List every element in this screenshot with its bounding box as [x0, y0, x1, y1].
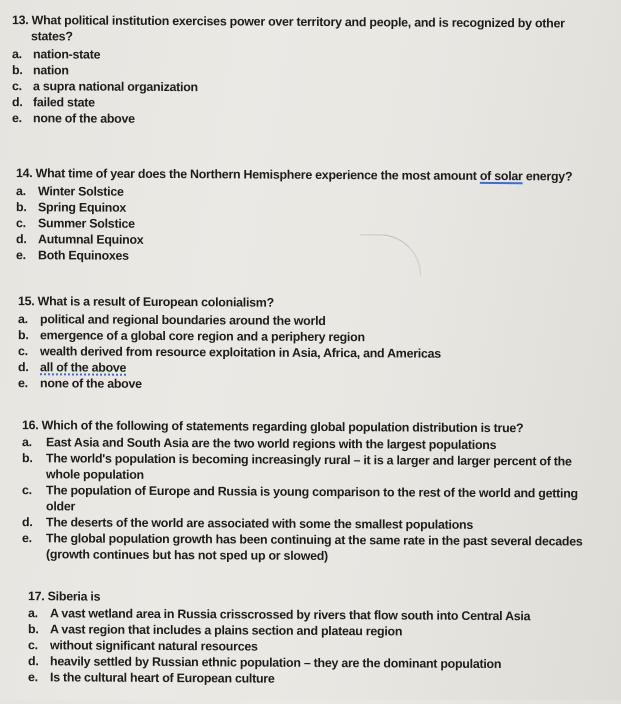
question-16-option-e: e. The global population growth has been continuing at the same rate in the past several decades (growth continues but has not sped up or slowed) [22, 531, 583, 564]
question-17-stem: 17. Siberia is [28, 589, 101, 604]
question-16-option-b: b. The world's population is becoming increasingly rural – it is a larger and larger percent of the whole population [22, 451, 572, 482]
question-17-option-a: a. A vast wetland area in Russia crisscrossed by rivers that flow south into Central Asia [28, 606, 531, 624]
question-13-option-d: d. failed state [12, 95, 95, 110]
question-14-options [16, 183, 616, 267]
question-16-option-c: c. The population of Europe and Russia is young comparison to the rest of the world and getting older [22, 483, 578, 514]
question-14-stem-before: 14. What time of year does the Northern Hemisphere experience the most amount [16, 166, 480, 183]
question-13-option-e: e. none of the above [12, 111, 135, 126]
question-13 [12, 12, 612, 130]
question-13-option-c: c. a supra national organization [12, 79, 198, 95]
question-14-option-b: b. Spring Equinox [16, 200, 127, 215]
question-14 [16, 165, 616, 267]
question-14-option-e: e. Both Equinoxes [16, 248, 129, 263]
question-16-option-d: d. The deserts of the world are associated with some the smallest populations [22, 515, 473, 532]
question-14-option-d: d. Autumnal Equinox [16, 232, 144, 247]
question-15-stem: 15. What is a result of European colonialism? [18, 294, 274, 310]
question-15-option-e: e. none of the above [18, 376, 142, 391]
question-15-option-d: d. all of the above [18, 360, 127, 375]
question-13-stem-line2: states? [31, 29, 73, 44]
question-15-options [18, 311, 618, 395]
question-14-option-a: a. Winter Solstice [16, 184, 124, 199]
question-14-stem-underlined: of solar [479, 168, 523, 184]
question-14-option-c: c. Summer Solstice [16, 216, 135, 231]
question-15-option-a: a. political and regional boundaries around the world [18, 312, 326, 328]
question-17-option-d: d. heavily settled by Russian ethnic population – they are the dominant population [28, 654, 502, 672]
question-17-options [28, 605, 608, 689]
question-16-options [22, 434, 597, 566]
question-15-option-b: b. emergence of a global core region and a periphery region [18, 328, 365, 345]
question-17 [28, 588, 608, 689]
question-15-option-c: c. wealth derived from resource exploitation in Asia, Africa, and Americas [18, 344, 441, 361]
question-13-stem-line1: 13. What political institution exercises power over territory and people, and is recognized by other [12, 13, 565, 31]
question-15 [18, 293, 618, 395]
question-16-stem: 16. Which of the following of statements regarding global population distribution is true? [22, 418, 524, 436]
question-14-stem [16, 165, 616, 185]
question-16 [22, 417, 597, 566]
question-17-option-c: c. without significant natural resources [28, 638, 258, 654]
question-13-option-b: b. nation [12, 63, 69, 78]
question-16-option-a: a. East Asia and South Asia are the two world regions with the largest populations [22, 435, 497, 453]
question-17-option-e: e. Is the cultural heart of European culture [28, 670, 275, 686]
question-14-stem-after: energy? [522, 169, 573, 184]
question-13-options [12, 46, 612, 130]
question-13-option-a: a. nation-state [12, 47, 101, 62]
question-17-option-b: b. A vast region that includes a plains section and plateau region [28, 622, 403, 639]
